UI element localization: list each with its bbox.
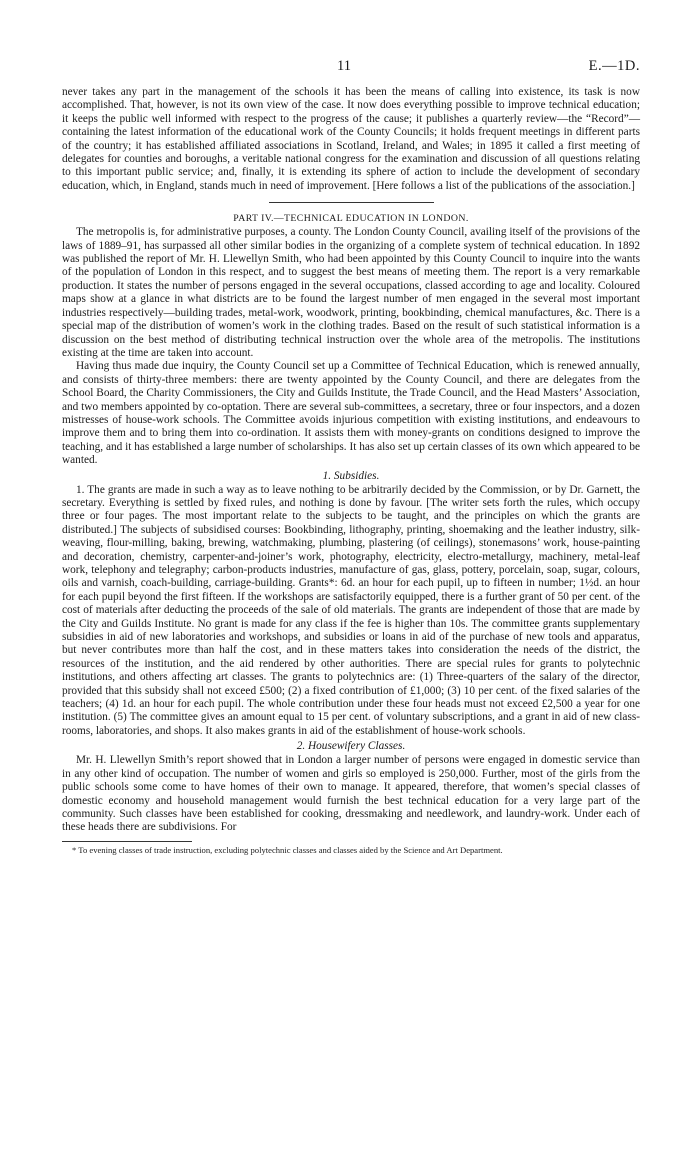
- subsidies-paragraph: 1. The grants are made in such a way as to leave nothing to be arbitrarily decided by the Commission, or by Dr. Garnett, the secretary. Everything is settled by fixed rules, and nothing is done by favour. [The writer sets forth the rules, which occupy three or four pages. The most important relate to the subjects to be taught, and the principles on which the grants are distributed.] The subjects of subsidised courses: Bookbinding, lithography, printing, shoemaking and the leather industry, silk-weaving, flour-milling, baking, brewing, watchmaking, plumbing, plastering (of ceilings), stonemasons’ work, house-painting and decoration, chemistry, carpenter-and-joiner’s work, photography, electricity, electro-metallurgy, machinery, metal-leaf work, telephony and telegraphy; carbon-products industries, manufacture of gas, glass, pottery, porcelain, soap, sugar, colours, oils and varnish, coach-building, carriage-building. Grants*: 6d. an hour for each pupil, up to fifteen in number; 1½d. an hour for each pupil beyond the first fifteen. If the workshops are satisfactorily equipped, there is a further grant of 50 per cent. of the cost of materials after deducting the proceeds of the sale of old materials. The grants are independent of those that are made by the City and Guilds Institute. No grant is made for any class if the fee is higher than 10s. The committee grants supplementary subsidies in aid of new laboratories and workshops, and subsidies or loans in aid of the purchase of new tools and apparatus, but never contributes more than half the cost, and in these matters takes into consideration the needs of the district, the resources of the institution, and the aid rendered by other authorities. There are special rules for grants to polytechnic institutions, and others affecting art classes. The grants to polytechnics are: (1) Three-quarters of the salary of the director, provided that this subsidy shall not exceed £500; (2) a fixed contribution of £1,000; (3) 10 per cent. of the fixed salaries of the teachers; (4) 1d. an hour for each pupil. The whole contribution under these four heads must not exceed £2,500 a year for one institution. (5) The committee gives an amount equal to 15 per cent. of voluntary subscriptions, and a grant in aid of new class-rooms, laboratories, and shops. It also makes grants in aid of the establishment of house-work schools.: [62, 483, 640, 737]
- footnote-divider: [62, 841, 192, 842]
- running-head: [62, 58, 640, 86]
- subsidies-heading: 1. Subsidies.: [322, 469, 380, 482]
- part-paragraph: Having thus made due inquiry, the County Council set up a Committee of Technical Education, which is renewed annually, and consists of thirty-three members: there are twenty appointed by the County Council, and there are delegates from the School Board, the Charity Commissioners, the City and Guilds Institute, the Trade Council, and the Head Masters’ Association, and two members appointed by co-optation. There are several sub-committees, a secretary, three or four inspectors, and a dozen mistresses of house-work schools. The Committee avoids injurious competition with existing institutions, and endeavours to improve them and to bring them into co-ordination. It assists them with money-grants on conditions designed to improve the teaching, and it has established a large number of scholarships. It has also set up certain classes of its own which appeared to be wanted.: [62, 360, 640, 467]
- footnote: * To evening classes of trade instruction, excluding polytechnic classes and classes aided by the Science and Art Department.: [72, 844, 503, 855]
- body-text: [62, 86, 640, 855]
- section-divider: [269, 202, 434, 203]
- document-page: [62, 58, 640, 855]
- page-number: 11: [337, 58, 351, 74]
- intro-paragraph: never takes any part in the management of the schools it has been the means of calling into existence, its task is now accomplished. That, however, is not its own view of the case. It now does everything possible to improve technical education; it keeps the public well informed with respect to the progress of the cause; it publishes a quarterly review—the “Record”—containing the latest information of the educational work of the County Councils; it holds frequent meetings in different parts of the country; it has established affiliated associations in Scotland, Ireland, and Wales; in 1895 it called a first meeting of delegates for counties and boroughs, a veritable national congress for the examination and discussion of all questions relating to this important public service; and, finally, it is extending its sphere of action to include the development of secondary education, which, in England, stands much in need of improvement. [Here follows a list of the publications of the association.]: [62, 86, 640, 192]
- housewifery-heading: 2. Housewifery Classes.: [296, 740, 406, 753]
- part-heading: PART IV.—TECHNICAL EDUCATION IN LONDON.: [233, 213, 469, 225]
- housewifery-paragraph: Mr. H. Llewellyn Smith’s report showed that in London a larger number of persons were engaged in domestic service than in any other kind of occupation. The number of women and girls so employed is 250,000. Further, most of the girls from the public schools some come to have homes of their own to manage. It appeared, therefore, that women’s special classes of domestic economy and household management would furnish the best technical education for a very large part of the community. Such classes have been established for cooking, dressmaking and needlework, and laundry-work. Under each of these heads there are subdivisions. For: [62, 754, 640, 834]
- part-paragraph: The metropolis is, for administrative purposes, a county. The London County Council, availing itself of the provisions of the laws of 1889–91, has surpassed all other similar bodies in the organizing of a complete system of technical education. In 1892 was published the report of Mr. H. Llewellyn Smith, who had been appointed by this County Council to inquire into the wants of the population of London in this respect, and to suggest the best means of meeting them. The report is a very remarkable production. It states the number of persons engaged in the several occupations, classed according to age and locality. Coloured maps show at a glance in what districts are to be found the largest number of men engaged in the several most important industries respectively—building trades, metal-work, woodwork, printing, bookbinding, chemical manufactures, &c. There is a special map of the distribution of women’s work in the clothing trades. Based on the result of such statistical information is a discussion on the best method of distributing technical instruction over the whole area of the metropolis. The institutions existing at the time are taken into account.: [62, 226, 640, 359]
- document-reference: E.—1D.: [588, 58, 640, 74]
